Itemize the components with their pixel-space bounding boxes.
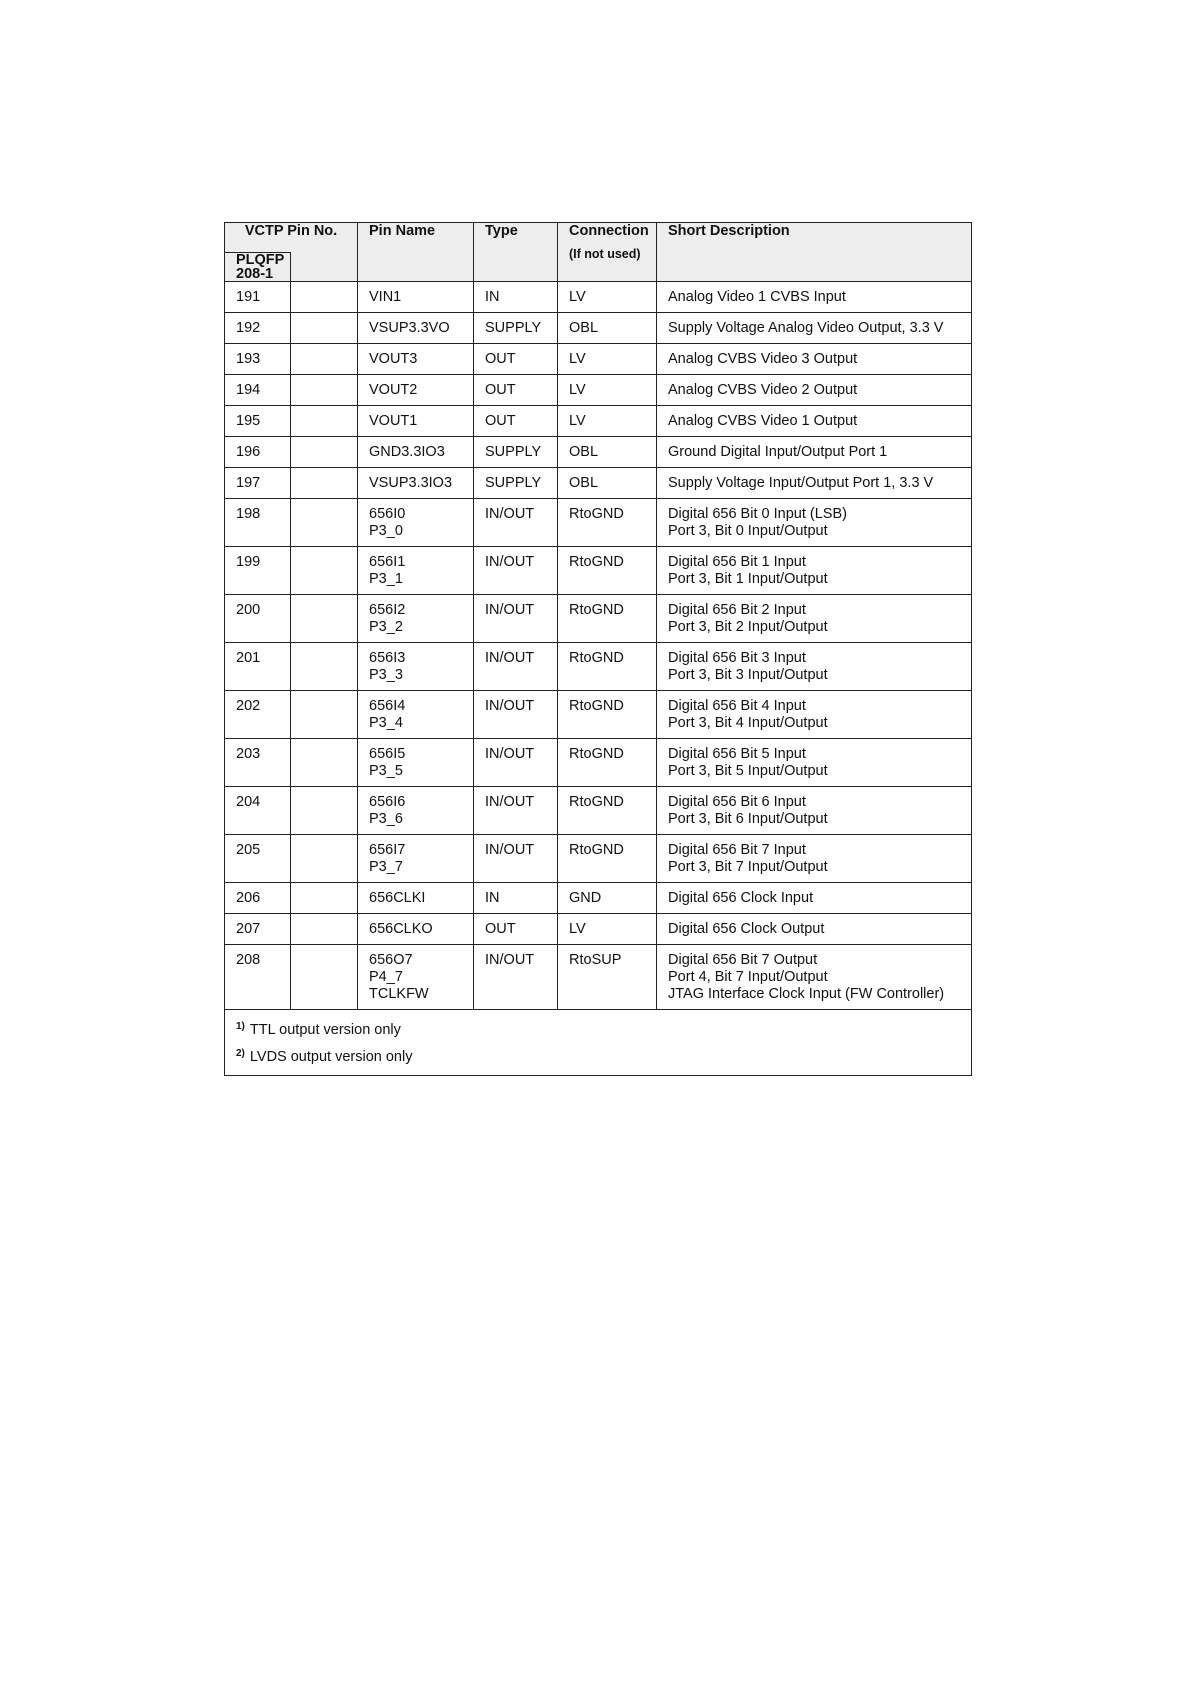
footnote-mark: 1) [236, 1021, 245, 1032]
type-cell: IN/OUT [474, 945, 558, 1010]
description-cell [657, 313, 972, 344]
table-row [225, 344, 972, 375]
description-cell-line: Digital 656 Clock Output [668, 921, 825, 937]
blank-cell [291, 499, 358, 547]
table-body [225, 282, 972, 1010]
table-row [225, 691, 972, 739]
pin-number-cell: 197 [225, 468, 291, 499]
table-row [225, 595, 972, 643]
type-cell: IN [474, 282, 558, 313]
pin-number-cell: 208 [225, 945, 291, 1010]
description-cell-line: Supply Voltage Analog Video Output, 3.3 V [668, 320, 944, 336]
pin-name-cell-line: VOUT2 [369, 382, 418, 398]
connection-cell: RtoGND [558, 739, 657, 787]
table-row [225, 547, 972, 595]
pin-name-cell-line: P3_1 [369, 571, 403, 587]
pin-name-cell [358, 595, 474, 643]
header-connection [558, 223, 657, 282]
connection-cell: LV [558, 914, 657, 945]
connection-cell: RtoGND [558, 595, 657, 643]
type-cell: SUPPLY [474, 313, 558, 344]
pin-name-cell-line: 656I3 [369, 650, 406, 666]
type-cell: IN/OUT [474, 691, 558, 739]
header-type: Type [474, 223, 558, 282]
blank-cell [291, 835, 358, 883]
blank-cell [291, 739, 358, 787]
connection-cell: RtoGND [558, 787, 657, 835]
description-cell-line: Ground Digital Input/Output Port 1 [668, 444, 888, 460]
description-cell-line: Digital 656 Bit 5 Input [668, 746, 806, 762]
pin-number-cell: 202 [225, 691, 291, 739]
type-cell: OUT [474, 914, 558, 945]
header-pin-no: VCTP Pin No. [225, 223, 358, 253]
blank-cell [291, 787, 358, 835]
description-cell-line: Analog CVBS Video 2 Output [668, 382, 858, 398]
connection-cell: OBL [558, 468, 657, 499]
connection-cell: LV [558, 282, 657, 313]
blank-cell [291, 313, 358, 344]
pin-number-cell: 200 [225, 595, 291, 643]
connection-cell: RtoGND [558, 499, 657, 547]
pin-name-cell-line: P3_0 [369, 523, 403, 539]
pin-number-cell: 194 [225, 375, 291, 406]
pin-name-cell [358, 787, 474, 835]
description-cell-line: Digital 656 Bit 7 Input [668, 842, 806, 858]
table-row [225, 499, 972, 547]
pin-name-cell-line: VOUT1 [369, 413, 418, 429]
pin-name-cell [358, 643, 474, 691]
table-row [225, 313, 972, 344]
header-pin-name: Pin Name [358, 223, 474, 282]
blank-cell [291, 468, 358, 499]
connection-cell: RtoGND [558, 835, 657, 883]
description-cell [657, 375, 972, 406]
type-cell: IN/OUT [474, 739, 558, 787]
pin-name-cell-line: VIN1 [369, 289, 402, 305]
pin-name-cell-line: P3_3 [369, 667, 403, 683]
description-cell-line: Port 3, Bit 2 Input/Output [668, 619, 828, 635]
pin-name-cell-line: 656CLKO [369, 921, 433, 937]
pin-name-cell-line: 656I5 [369, 746, 406, 762]
description-cell [657, 739, 972, 787]
pin-name-cell-line: VOUT3 [369, 351, 418, 367]
table-row [225, 406, 972, 437]
description-cell-line: Analog Video 1 CVBS Input [668, 289, 846, 305]
footnotes [225, 1010, 972, 1076]
pin-name-cell-line: GND3.3IO3 [369, 444, 445, 460]
connection-cell: OBL [558, 437, 657, 468]
blank-cell [291, 883, 358, 914]
pin-name-cell [358, 914, 474, 945]
type-cell: OUT [474, 375, 558, 406]
type-cell: IN/OUT [474, 835, 558, 883]
footnote [236, 1015, 960, 1042]
table-row [225, 643, 972, 691]
type-cell: IN/OUT [474, 643, 558, 691]
pin-name-cell [358, 691, 474, 739]
connection-cell: RtoGND [558, 691, 657, 739]
blank-cell [291, 375, 358, 406]
description-cell-line: Supply Voltage Input/Output Port 1, 3.3 V [668, 475, 934, 491]
pin-number-cell: 199 [225, 547, 291, 595]
description-cell [657, 406, 972, 437]
pin-number-cell: 193 [225, 344, 291, 375]
pin-name-cell-line: P3_6 [369, 811, 403, 827]
description-cell [657, 547, 972, 595]
blank-cell [291, 945, 358, 1010]
table-header [225, 223, 972, 282]
description-cell-line: Port 3, Bit 4 Input/Output [668, 715, 828, 731]
description-cell-line: Port 3, Bit 5 Input/Output [668, 763, 828, 779]
header-connection-label: Connection [569, 223, 649, 239]
pin-name-cell [358, 468, 474, 499]
blank-cell [291, 914, 358, 945]
blank-cell [291, 437, 358, 468]
description-cell [657, 468, 972, 499]
table-row [225, 914, 972, 945]
pin-name-cell [358, 835, 474, 883]
description-cell-line: Digital 656 Clock Input [668, 890, 814, 906]
pin-name-cell-line: 656I6 [369, 794, 406, 810]
pin-name-cell [358, 499, 474, 547]
description-cell-line: Port 3, Bit 1 Input/Output [668, 571, 828, 587]
description-cell-line: Port 4, Bit 7 Input/Output [668, 969, 828, 985]
header-package: PLQFP 208-1 [225, 253, 291, 282]
table-row [225, 468, 972, 499]
pin-name-cell-line: TCLKFW [369, 986, 429, 1002]
connection-cell: LV [558, 344, 657, 375]
pin-number-cell: 206 [225, 883, 291, 914]
pin-number-cell: 192 [225, 313, 291, 344]
blank-cell [291, 595, 358, 643]
pin-name-cell-line: P3_7 [369, 859, 403, 875]
blank-cell [291, 344, 358, 375]
pin-name-cell-line: P3_2 [369, 619, 403, 635]
pin-name-cell-line: VSUP3.3VO [369, 320, 450, 336]
pin-name-cell-line: 656I4 [369, 698, 406, 714]
type-cell: IN/OUT [474, 547, 558, 595]
connection-cell: RtoGND [558, 643, 657, 691]
description-cell-line: Digital 656 Bit 4 Input [668, 698, 806, 714]
description-cell [657, 437, 972, 468]
connection-cell: GND [558, 883, 657, 914]
blank-cell [291, 406, 358, 437]
pin-number-cell: 198 [225, 499, 291, 547]
description-cell-line: Digital 656 Bit 2 Input [668, 602, 806, 618]
table-row [225, 375, 972, 406]
pin-number-cell: 207 [225, 914, 291, 945]
description-cell [657, 691, 972, 739]
type-cell: IN [474, 883, 558, 914]
description-cell [657, 945, 972, 1010]
footnote-mark: 2) [236, 1048, 245, 1059]
pin-name-cell-line: 656I7 [369, 842, 406, 858]
description-cell [657, 835, 972, 883]
pin-name-cell [358, 945, 474, 1010]
blank-cell [291, 643, 358, 691]
pin-number-cell: 195 [225, 406, 291, 437]
description-cell-line: Digital 656 Bit 7 Output [668, 952, 818, 968]
description-cell-line: JTAG Interface Clock Input (FW Controller) [668, 986, 945, 1002]
description-cell [657, 883, 972, 914]
header-description: Short Description [657, 223, 972, 282]
description-cell [657, 914, 972, 945]
pin-name-cell-line: P3_5 [369, 763, 403, 779]
pin-name-cell [358, 406, 474, 437]
table-row [225, 883, 972, 914]
pin-number-cell: 204 [225, 787, 291, 835]
pin-name-cell-line: P3_4 [369, 715, 403, 731]
type-cell: IN/OUT [474, 595, 558, 643]
description-cell-line: Analog CVBS Video 1 Output [668, 413, 858, 429]
blank-cell [291, 691, 358, 739]
pin-name-cell [358, 547, 474, 595]
description-cell-line: Digital 656 Bit 0 Input (LSB) [668, 506, 847, 522]
description-cell [657, 282, 972, 313]
footnote-text: LVDS output version only [249, 1049, 413, 1065]
pin-name-cell-line: VSUP3.3IO3 [369, 475, 453, 491]
pin-name-cell-line: 656I2 [369, 602, 406, 618]
pin-name-cell [358, 883, 474, 914]
description-cell [657, 643, 972, 691]
pin-description-table [224, 222, 972, 1076]
pin-number-cell: 203 [225, 739, 291, 787]
pin-number-cell: 191 [225, 282, 291, 313]
connection-cell: LV [558, 375, 657, 406]
description-cell-line: Port 3, Bit 0 Input/Output [668, 523, 828, 539]
table-row [225, 945, 972, 1010]
type-cell: SUPPLY [474, 437, 558, 468]
pin-name-cell-line: 656CLKI [369, 890, 426, 906]
description-cell-line: Port 3, Bit 7 Input/Output [668, 859, 828, 875]
connection-cell: RtoSUP [558, 945, 657, 1010]
pin-name-cell-line: P4_7 [369, 969, 403, 985]
description-cell [657, 344, 972, 375]
footnote-text: TTL output version only [249, 1022, 401, 1038]
description-cell-line: Digital 656 Bit 1 Input [668, 554, 806, 570]
pin-name-cell-line: 656O7 [369, 952, 413, 968]
description-cell [657, 499, 972, 547]
pin-number-cell: 205 [225, 835, 291, 883]
blank-cell [291, 547, 358, 595]
type-cell: SUPPLY [474, 468, 558, 499]
table-row [225, 787, 972, 835]
pin-name-cell [358, 313, 474, 344]
type-cell: OUT [474, 344, 558, 375]
description-cell [657, 595, 972, 643]
header-blank [291, 253, 358, 282]
table-row [225, 437, 972, 468]
blank-cell [291, 282, 358, 313]
pin-name-cell-line: 656I0 [369, 506, 406, 522]
type-cell: IN/OUT [474, 787, 558, 835]
pin-name-cell [358, 282, 474, 313]
pin-name-cell [358, 739, 474, 787]
table-footer [225, 1010, 972, 1076]
connection-cell: LV [558, 406, 657, 437]
pin-name-cell [358, 344, 474, 375]
header-connection-sub: (If not used) [569, 247, 641, 261]
description-cell-line: Port 3, Bit 3 Input/Output [668, 667, 828, 683]
table-row [225, 835, 972, 883]
pin-number-cell: 196 [225, 437, 291, 468]
type-cell: IN/OUT [474, 499, 558, 547]
description-cell [657, 787, 972, 835]
connection-cell: RtoGND [558, 547, 657, 595]
connection-cell: OBL [558, 313, 657, 344]
description-cell-line: Analog CVBS Video 3 Output [668, 351, 858, 367]
type-cell: OUT [474, 406, 558, 437]
pin-name-cell-line: 656I1 [369, 554, 406, 570]
table-row [225, 282, 972, 313]
table-row [225, 739, 972, 787]
pin-name-cell [358, 375, 474, 406]
pin-number-cell: 201 [225, 643, 291, 691]
pin-name-cell [358, 437, 474, 468]
description-cell-line: Digital 656 Bit 3 Input [668, 650, 806, 666]
footnote [236, 1042, 960, 1069]
description-cell-line: Digital 656 Bit 6 Input [668, 794, 806, 810]
description-cell-line: Port 3, Bit 6 Input/Output [668, 811, 828, 827]
